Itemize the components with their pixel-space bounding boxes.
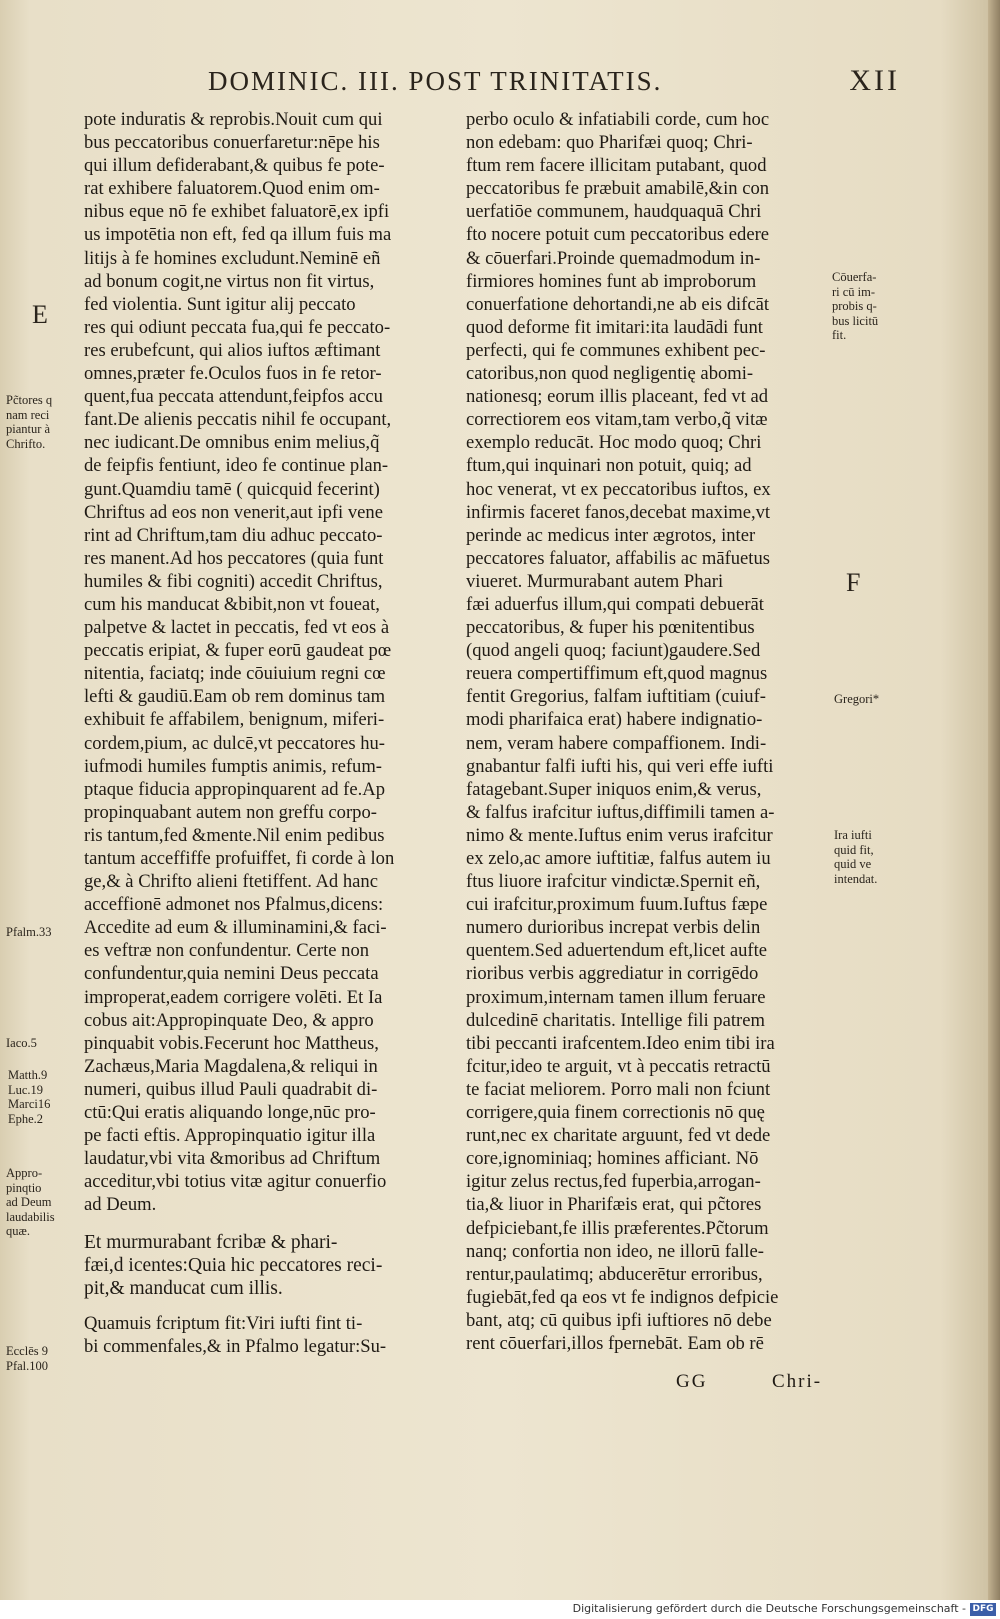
margin-section-letter-f: F xyxy=(846,568,861,597)
text-line: laudatur,vbi vita &moribus ad Chriftum xyxy=(84,1148,381,1170)
dfg-logo: DFG xyxy=(970,1603,996,1616)
text-line: us impotētia non eft, fed qa illum fuis ma xyxy=(84,224,392,246)
margin-section-letter-e: E xyxy=(32,300,48,329)
margin-note-conuersari xyxy=(832,270,878,343)
text-line: acceditur,vbi totius vitæ agitur conuerfio xyxy=(84,1171,387,1193)
text-line: infirmis faceret fanos,decebat maxime,vt xyxy=(466,501,771,523)
text-line: reuera compertiffimum eft,quod magnus xyxy=(466,663,768,685)
text-line: quentem.Sed aduertendum eft,licet aufte xyxy=(466,940,767,962)
text-line: tibi peccanti irafcentem.Ideo enim tibi ira xyxy=(466,1032,775,1054)
digitization-footer xyxy=(0,1600,1000,1619)
margin-note-line: quæ. xyxy=(6,1224,30,1238)
text-line: rat exhibere faluatorem.Quod enim om- xyxy=(84,178,380,200)
text-line: numeri, quibus illud Pauli quadrabit di- xyxy=(84,1078,378,1100)
margin-note-line: Luc.19 xyxy=(8,1082,44,1097)
text-line: fugiebāt,fed qa eos vt fe indignos defpicie xyxy=(466,1286,779,1308)
margin-note-line: Cōuerfa- xyxy=(832,270,877,284)
margin-note-line: Appro- xyxy=(6,1166,43,1180)
text-line: improperat,eadem corrigere volēti. Et Ia xyxy=(84,986,383,1008)
text-line: Quamuis fcriptum fit:Viri iufti fint ti- xyxy=(84,1312,363,1334)
page-edge xyxy=(988,0,1000,1619)
text-line: Accedite ad eum & illuminamini,& faci- xyxy=(84,917,387,939)
margin-note-line: ad Deum xyxy=(6,1195,52,1209)
text-line: nem, veram habere compaffionem. Indi- xyxy=(466,732,767,754)
text-line: omnes,præter fe.Oculos fuos in fe retor- xyxy=(84,363,382,385)
text-line: fatagebant.Super iniquos enim,& verus, xyxy=(466,778,762,800)
text-line: res manent.Ad hos peccatores (quia funt xyxy=(84,547,384,569)
text-line: fæi aduerfus illum,qui compati debuerāt xyxy=(466,593,764,615)
margin-note-line: pinqtio xyxy=(6,1180,42,1195)
text-line: propinquabant autem non greffu corpo- xyxy=(84,801,377,823)
margin-note-line: Iaco.5 xyxy=(6,1036,37,1050)
text-line: cobus ait:Appropinquate Deo, & appro xyxy=(84,1009,374,1031)
text-line: fentit Gregorius, falfam iuftitiam (cuiuf- xyxy=(466,686,766,708)
text-line: palpetve & lactet in peccatis, fed vt eos à xyxy=(84,617,390,639)
text-line: perfecti, qui fe communes exhibent pec- xyxy=(466,339,766,361)
text-line: tia,& liuor in Pharifæis erat, qui pc̃tores xyxy=(466,1194,762,1216)
signature-mark: GG xyxy=(676,1371,708,1392)
margin-note-line: Gregori* xyxy=(834,692,880,706)
text-line: es veftræ non confundentur. Certe non xyxy=(84,940,370,962)
margin-note-line: Ecclēs 9 xyxy=(6,1344,48,1358)
text-line: non edebam: quo Pharifæi quoq; Chri- xyxy=(466,132,753,154)
text-line: ex zelo,ac amore iuftitiæ, falfus autem iu xyxy=(466,848,771,869)
margin-note-line: piantur à xyxy=(6,422,51,436)
text-line: Chriftus ad eos non venerit,aut ipfi vene xyxy=(84,501,383,523)
text-line: ad bonum cogit,ne virtus non fit virtus, xyxy=(84,270,375,292)
text-line: confundentur,quia nemini Deus peccata xyxy=(84,963,379,985)
margin-note-line: Marci16 xyxy=(8,1097,51,1111)
folio-number: XII xyxy=(849,64,900,97)
text-line: ptaque fiducia appropinquarent ad fe.Ap xyxy=(84,778,385,800)
margin-note-references xyxy=(8,1068,50,1126)
footer-credit: Digitalisierung gefördert durch die Deutsche Forschungsgemeinschaft - xyxy=(572,1602,966,1615)
text-line: ris tantum,fed &mente.Nil enim pedibus xyxy=(84,824,385,846)
text-line: te faciat meliorem. Porro mali non fciunt xyxy=(466,1078,771,1100)
text-line: nimo & mente.Iuftus enim verus irafcitur xyxy=(466,824,773,846)
text-line: defpiciebant,fe illis præferentes.Pc̃torum xyxy=(466,1217,769,1239)
text-line: lefti & gaudiū.Eam ob rem dominus tam xyxy=(84,686,386,708)
margin-note-line: nam reci xyxy=(6,407,50,422)
text-line: peccatoribus, & fuper his pœnitentibus xyxy=(466,617,755,639)
text-line: qui illum defiderabant,& quibus fe pote- xyxy=(84,155,385,177)
text-line: runt,nec ex charitate arguunt, fed vt dede xyxy=(466,1125,771,1147)
margin-note-line: Chrifto. xyxy=(6,436,46,451)
text-line: rint ad Chriftum,tam diu adhuc peccato- xyxy=(84,524,383,546)
text-line: res qui odiunt peccata fua,qui fe peccato- xyxy=(84,316,391,338)
margin-note-line: Pc̃tores q xyxy=(6,393,53,407)
text-line: fto nocere potuit cum peccatoribus edere xyxy=(466,224,770,246)
text-line: bi commenfales,& in Pfalmo legatur:Su- xyxy=(84,1335,387,1357)
lemma-block xyxy=(84,1231,442,1300)
margin-note-line: ri cū im- xyxy=(832,284,876,299)
text-line: perbo oculo & infatiabili corde, cum hoc xyxy=(466,109,770,130)
text-line: bus peccatoribus conuerfaretur:nēpe his xyxy=(84,132,380,154)
margin-note-line: Matth.9 xyxy=(8,1068,48,1082)
margin-note-line: bus licitū xyxy=(832,313,879,328)
lemma-line: fæi,d icentes:Quia hic peccatores reci- xyxy=(84,1254,383,1276)
text-line: peccatis eripiat, & fuper eorū gaudeat pœ xyxy=(84,640,392,662)
text-line: & cōuerfari.Proinde quemadmodum in- xyxy=(466,247,761,269)
text-line: de feipfis fentiunt, ideo fe continue plan- xyxy=(84,455,389,477)
text-line: bant, atq; cū quibus ipfi iuftiores nō debe xyxy=(466,1309,772,1331)
text-line: nibus eque nō fe exhibet faluatorē,ex ipfi xyxy=(84,201,390,223)
running-title: DOMINIC. III. POST TRINITATIS. xyxy=(208,66,663,96)
margin-note-line: Ira iufti xyxy=(834,828,872,842)
right-column-lines xyxy=(466,108,828,1355)
text-line: nanq; confortia non ideo, ne illorū falle- xyxy=(466,1240,764,1262)
text-line: acceffionē admonet nos Pfalmus,dicens: xyxy=(84,894,384,916)
margin-note-line: Pfal.100 xyxy=(6,1358,49,1373)
text-line: hoc venerat, vt ex peccatoribus iuftos, ex xyxy=(466,478,771,500)
margin-note-line: Pfalm.33 xyxy=(6,925,52,939)
text-line: pote induratis & reprobis.Nouit cum qui xyxy=(84,109,383,130)
margin-note-ira xyxy=(834,828,877,886)
margin-note-line: laudabilis xyxy=(6,1209,55,1224)
text-line: peccatoribus fe præbuit amabilē,&in con xyxy=(466,178,770,200)
text-line: corrigere,quia finem correctionis nō quę xyxy=(466,1102,765,1124)
text-line: core,ignominiaq; homines afficiant. Nō xyxy=(466,1148,759,1170)
text-line: exemplo reducāt. Hoc modo quoq; Chri xyxy=(466,432,762,454)
text-line: proximum,internam tamen illum feruare xyxy=(466,986,766,1008)
margin-note-line: quid ve xyxy=(834,857,872,871)
margin-note-peccatores xyxy=(6,393,52,451)
text-line: ctū:Qui eratis aliquando longe,nūc pro- xyxy=(84,1102,376,1124)
lemma-line: Et murmurabant fcribæ & phari- xyxy=(84,1231,338,1253)
lemma-line: pit,& manducat cum illis. xyxy=(84,1277,283,1299)
text-line: rent cōuerfari,illos fpernebāt. Eam ob rē xyxy=(466,1332,764,1354)
margin-note-line: Ephe.2 xyxy=(8,1111,44,1126)
text-line: quent,fua peccata attendunt,feipfos accu xyxy=(84,386,383,408)
left-column-end-lines xyxy=(84,1312,442,1358)
text-line: humiles & fibi cogniti) accedit Chriftus, xyxy=(84,570,383,592)
text-line: res erubefcunt, qui alios iuftos æftimant xyxy=(84,339,381,361)
text-line: cum his manducat &bibit,non vt foueat, xyxy=(84,593,380,615)
text-line: cui irafcitur,proximum fuum.Iuftus fæpe xyxy=(466,894,768,916)
margin-note-iaco xyxy=(6,1036,37,1051)
left-text-column xyxy=(84,108,442,1358)
text-line: tantum acceffiffe profuiffet, fi corde à lon xyxy=(84,848,395,869)
margin-note-eccles xyxy=(6,1344,48,1373)
text-line: conuerfatione dehortandi,ne ab eis difcāt xyxy=(466,293,770,315)
text-line: ftus liuore irafcitur vindictæ.Spernit eñ, xyxy=(466,871,761,893)
text-line: nec iudicant.De omnibus enim melius,q̃ xyxy=(84,432,380,454)
text-line: (quod angeli quoq; faciunt)gaudere.Sed xyxy=(466,640,761,662)
text-line: nitentia, faciatq; inde cōuiuium regni cœ xyxy=(84,663,386,685)
text-line: gunt.Quamdiu tamē ( quicquid fecerint) xyxy=(84,478,380,500)
text-line: Zachæus,Maria Magdalena,& reliqui in xyxy=(84,1055,378,1077)
margin-note-line: probis q- xyxy=(832,299,877,313)
text-line: dulcedinē charitatis. Intellige fili patrem xyxy=(466,1009,765,1031)
text-line: firmiores homines funt ab improborum xyxy=(466,270,757,292)
text-line: peccatores faluator, affabilis ac māfuetus xyxy=(466,547,771,569)
text-line: exhibuit fe affabilem, benignum, miferi- xyxy=(84,709,385,731)
text-line: nationesq; eorum illis placeant, fed vt ad xyxy=(466,386,769,408)
text-line: rioribus verbis aggrediatur in corrigēdo xyxy=(466,963,759,985)
text-line: fed violentia. Sunt igitur alij peccato xyxy=(84,293,356,315)
text-line: pe facti eftis. Appropinquatio igitur illa xyxy=(84,1125,376,1147)
text-line: uerfatiōe communem, haudquaquā Chri xyxy=(466,201,762,223)
text-line: ftum,qui inquinari non potuit, quiq; ad xyxy=(466,455,752,477)
right-text-column xyxy=(466,108,828,1355)
margin-note-line: quid fit, xyxy=(834,842,874,857)
text-line: & falfus irafcitur iuftus,diffimili tamen a- xyxy=(466,801,775,823)
text-line: numero durioribus increpat verbis delin xyxy=(466,917,761,939)
text-line: igitur zelus rectus,fed fuperbia,arrogan- xyxy=(466,1171,761,1193)
text-line: correctiorem eos vitam,tam verbo,q̃ vitæ xyxy=(466,409,768,431)
text-line: litijs à fe homines excludunt.Neminē eñ xyxy=(84,247,381,269)
text-line: iufmodi humiles fumptis animis, refum- xyxy=(84,755,382,777)
text-line: catoribus,non quod negligentię abomi- xyxy=(466,363,754,385)
margin-note-gregorius xyxy=(834,692,879,707)
left-column-lines xyxy=(84,108,442,1217)
page-header xyxy=(200,66,900,100)
text-line: viueret. Murmurabant autem Phari xyxy=(466,570,724,592)
margin-note-appropinquatio xyxy=(6,1166,55,1239)
margin-note-psalm xyxy=(6,925,51,940)
text-line: fcitur,ideo te arguit, vt à peccatis retractū xyxy=(466,1055,771,1077)
text-line: modi pharifaica erat) habere indignatio- xyxy=(466,709,763,731)
margin-note-line: intendat. xyxy=(834,871,878,886)
text-line: gnabantur falfi iufti his, qui veri effe iufti xyxy=(466,755,774,777)
text-line: ad Deum. xyxy=(84,1194,157,1216)
text-line: quod deforme fit imitari:ita laudādi funt xyxy=(466,316,763,338)
margin-note-line: fit. xyxy=(832,328,847,342)
text-line: fant.De alienis peccatis nihil fe occupant, xyxy=(84,409,392,431)
text-line: pinquabit vobis.Fecerunt hoc Mattheus, xyxy=(84,1032,379,1054)
text-line: perinde ac medicus inter ægrotos, inter xyxy=(466,524,756,546)
text-line: cordem,pium, ac dulcē,vt peccatores hu- xyxy=(84,732,385,754)
text-line: ge,& à Chrifto alieni ftetiffent. Ad hanc xyxy=(84,871,378,893)
text-line: ftum rem facere illicitam putabant, quod xyxy=(466,155,767,177)
catchword: Chri- xyxy=(772,1371,823,1392)
text-line: rentur,paulatimq; abducerētur erroribus, xyxy=(466,1263,763,1285)
